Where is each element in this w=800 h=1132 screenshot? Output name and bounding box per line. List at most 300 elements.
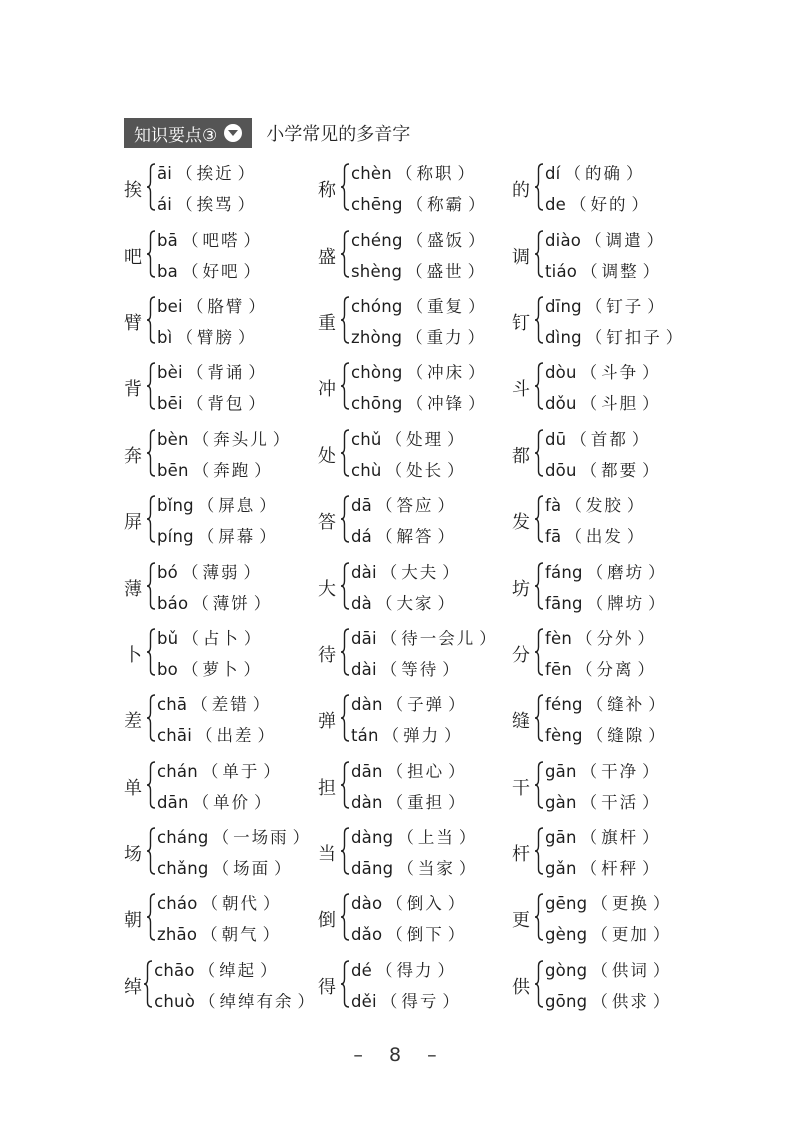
example-word: 出发: [585, 527, 623, 547]
example-word: 发胶: [585, 496, 623, 516]
polyphone-entry: [124, 289, 318, 355]
example-word: 背包: [207, 394, 245, 414]
pinyin: chuò: [154, 991, 195, 1011]
pinyin: báo: [157, 593, 189, 613]
reading-line: [545, 322, 686, 353]
paren-open: （: [380, 628, 398, 648]
pinyin: gān: [545, 828, 577, 848]
paren-open: （: [406, 230, 424, 250]
example-word: 待一会儿: [401, 628, 476, 648]
paren-open: （: [581, 261, 598, 281]
polyphone-entry: [318, 222, 512, 288]
reading-list: [157, 689, 278, 751]
paren-close: ）: [448, 792, 465, 812]
polyphone-entry: [124, 156, 318, 222]
polyphone-entry: [512, 422, 706, 488]
brace-icon: [534, 429, 544, 481]
pinyin: chóng: [351, 296, 403, 316]
reading-list: [351, 822, 479, 884]
entry-character: 倒: [318, 910, 336, 932]
entry-character: 答: [318, 512, 336, 534]
entry-character: 盛: [318, 246, 336, 268]
example-word: 倒下: [406, 925, 444, 945]
reading-line: [157, 256, 264, 287]
example-word: 萝卜: [202, 659, 240, 679]
entry-character: 缝: [512, 711, 530, 733]
paren-close: ）: [468, 195, 485, 215]
reading-line: [157, 557, 274, 588]
pinyin: gèng: [545, 925, 588, 945]
pinyin: dōu: [545, 460, 577, 480]
paren-close: ）: [437, 496, 454, 516]
reading-line: [545, 521, 647, 552]
pinyin: de: [545, 195, 567, 215]
example-word: 牌坊: [607, 593, 645, 613]
reading-line: [351, 424, 468, 455]
brace-icon: [146, 429, 156, 481]
pinyin: dàng: [351, 828, 394, 848]
paren-open: （: [198, 960, 216, 980]
pinyin: ba: [157, 261, 178, 281]
entry-character: 大: [318, 578, 336, 600]
reading-line: [157, 357, 269, 388]
paren-open: （: [591, 991, 608, 1011]
paren-close: ）: [642, 761, 659, 781]
paren-open: （: [186, 296, 204, 316]
reading-line: [545, 986, 673, 1017]
brace-icon: [340, 827, 350, 879]
example-word: 得力: [396, 960, 434, 980]
reading-line: [545, 853, 663, 884]
reading-line: [351, 256, 489, 287]
polyphone-entry: [512, 754, 706, 820]
paren-close: ）: [262, 925, 280, 945]
paren-close: ）: [642, 460, 659, 480]
example-word: 得亏: [401, 991, 439, 1011]
brace-icon: [340, 362, 350, 414]
paren-close: ）: [248, 363, 265, 383]
pinyin: bo: [157, 659, 178, 679]
polyphone-entry: [318, 687, 512, 753]
example-word: 屏幕: [218, 527, 256, 547]
brace-icon: [340, 628, 350, 680]
example-word: 重担: [407, 792, 445, 812]
pinyin: bó: [157, 562, 178, 582]
paren-open: （: [406, 394, 424, 414]
example-word: 斗争: [601, 363, 639, 383]
reading-line: [157, 158, 258, 189]
paren-close: ）: [248, 296, 265, 316]
paren-close: ）: [631, 429, 649, 449]
reading-list: [157, 756, 284, 818]
entry-character: 供: [512, 976, 530, 998]
paren-open: （: [192, 593, 209, 613]
paren-open: （: [201, 894, 219, 914]
reading-line: [157, 756, 284, 787]
paren-close: ）: [243, 230, 260, 250]
paren-open: （: [397, 828, 414, 848]
reading-line: [157, 588, 274, 619]
entry-character: 钉: [512, 312, 530, 334]
paren-open: （: [386, 894, 403, 914]
reading-line: [157, 654, 264, 685]
paren-open: （: [395, 164, 413, 184]
polyphone-entry: [124, 687, 318, 753]
paren-close: ）: [625, 164, 643, 184]
paren-open: （: [585, 296, 603, 316]
paren-open: （: [196, 726, 213, 746]
brace-icon: [534, 296, 544, 348]
reading-line: [545, 588, 669, 619]
paren-open: （: [580, 761, 598, 781]
brace-icon: [340, 163, 350, 215]
polyphone-entry: [512, 687, 706, 753]
polyphone-entry: [318, 355, 512, 421]
paren-close: ）: [243, 562, 260, 582]
pinyin: diào: [545, 230, 582, 250]
reading-line: [545, 357, 663, 388]
reading-line: [351, 853, 479, 884]
paren-close: ）: [447, 925, 465, 945]
paren-open: （: [586, 695, 604, 715]
pinyin: bǔ: [157, 628, 179, 648]
reading-list: [157, 357, 269, 419]
example-word: 供求: [611, 991, 649, 1011]
brace-icon: [534, 694, 544, 746]
paren-open: （: [406, 296, 424, 316]
paren-open: （: [576, 659, 593, 679]
pinyin: dài: [351, 659, 377, 679]
example-word: 更加: [611, 925, 649, 945]
example-word: 单于: [222, 761, 260, 781]
example-word: 首都: [590, 429, 628, 449]
paren-open: （: [586, 593, 604, 613]
entry-character: 坊: [512, 578, 530, 600]
paren-close: ）: [243, 261, 260, 281]
reading-line: [351, 955, 463, 986]
pinyin: dāng: [351, 859, 394, 879]
paren-close: ）: [448, 695, 465, 715]
entry-character: 称: [318, 180, 336, 202]
paren-close: ）: [642, 261, 660, 281]
pinyin: chēng: [351, 195, 403, 215]
entry-character: 当: [318, 844, 336, 866]
polyphone-entry: [124, 820, 318, 886]
paren-close: ）: [637, 628, 655, 648]
paren-open: （: [580, 859, 598, 879]
entry-character: 弹: [318, 711, 336, 733]
reading-list: [157, 158, 258, 220]
entry-character: 担: [318, 777, 336, 799]
paren-close: ）: [457, 164, 474, 184]
polyphone-entry: [318, 554, 512, 620]
paren-close: ）: [254, 460, 271, 480]
example-word: 重力: [426, 327, 464, 347]
reading-line: [351, 455, 468, 486]
reading-line: [351, 158, 489, 189]
paren-close: ）: [652, 960, 670, 980]
example-word: 担心: [407, 761, 445, 781]
reading-line: [351, 623, 500, 654]
entry-character: 冲: [318, 379, 336, 401]
polyphone-entry: [124, 953, 318, 1019]
paren-open: （: [586, 562, 604, 582]
entry-character: 朝: [124, 910, 142, 932]
reading-line: [351, 388, 489, 419]
reading-list: [545, 955, 673, 1017]
reading-line: [351, 689, 469, 720]
example-word: 调整: [601, 261, 639, 281]
paren-close: ）: [467, 327, 485, 347]
example-word: 磨坊: [607, 562, 645, 582]
pinyin: chā: [157, 695, 188, 715]
reading-line: [545, 256, 667, 287]
pinyin: féng: [545, 695, 583, 715]
reading-list: [351, 158, 489, 220]
example-word: 干活: [601, 792, 639, 812]
example-word: 屏息: [218, 496, 256, 516]
pinyin: gòng: [545, 960, 588, 980]
pinyin: dā: [351, 496, 372, 516]
reading-list: [545, 225, 667, 287]
example-word: 朝代: [222, 894, 260, 914]
entry-character: 卜: [124, 644, 142, 666]
section-tag-label: 知识要点③: [134, 125, 218, 146]
paren-close: ）: [248, 394, 265, 414]
paren-open: （: [192, 792, 210, 812]
entry-character: 重: [318, 312, 336, 334]
reading-line: [545, 888, 673, 919]
polyphone-entry: [512, 953, 706, 1019]
reading-list: [157, 822, 313, 884]
reading-line: [545, 720, 669, 751]
pinyin: dí: [545, 164, 561, 184]
reading-line: [545, 424, 663, 455]
pinyin: fēn: [545, 659, 573, 679]
polyphone-entry: [124, 355, 318, 421]
pinyin: tiáo: [545, 261, 578, 281]
polyphone-entry: [512, 156, 706, 222]
example-word: 供词: [611, 960, 649, 980]
reading-line: [157, 623, 264, 654]
paren-open: （: [406, 363, 424, 383]
pinyin: dān: [351, 761, 383, 781]
pinyin: bèn: [157, 429, 189, 449]
example-word: 臂膀: [196, 327, 234, 347]
reading-list: [351, 424, 468, 486]
example-word: 占卜: [202, 628, 240, 648]
polyphone-entry: [512, 554, 706, 620]
paren-open: （: [585, 230, 602, 250]
pinyin: píng: [157, 527, 194, 547]
example-word: 冲床: [427, 363, 465, 383]
reading-line: [351, 557, 463, 588]
entry-character: 得: [318, 976, 336, 998]
entry-character: 斗: [512, 379, 530, 401]
paren-open: （: [186, 394, 204, 414]
pinyin: gàn: [545, 792, 577, 812]
example-word: 单价: [213, 792, 251, 812]
reading-list: [545, 623, 658, 685]
brace-icon: [340, 296, 350, 348]
reading-list: [351, 689, 469, 751]
example-word: 钉子: [606, 296, 644, 316]
paren-close: ）: [252, 695, 270, 715]
reading-list: [545, 888, 673, 950]
polyphone-entry: [124, 554, 318, 620]
entry-character: 都: [512, 445, 530, 467]
example-word: 分离: [596, 659, 634, 679]
reading-line: [157, 225, 264, 256]
entry-character: 奔: [124, 445, 142, 467]
pinyin: bei: [157, 296, 183, 316]
example-word: 都要: [601, 460, 639, 480]
entry-character: 吧: [124, 246, 142, 268]
entry-character: 发: [512, 512, 530, 534]
reading-line: [545, 955, 673, 986]
pinyin: dào: [351, 894, 383, 914]
paren-close: ）: [646, 230, 664, 250]
entry-character: 差: [124, 711, 142, 733]
paren-close: ）: [442, 659, 459, 679]
paren-open: （: [212, 859, 230, 879]
brace-icon: [340, 694, 350, 746]
reading-list: [545, 158, 652, 220]
example-word: 薄弱: [202, 562, 240, 582]
pinyin: gān: [545, 761, 577, 781]
example-word: 钉扣子: [606, 327, 662, 347]
paren-close: ）: [458, 828, 476, 848]
paren-close: ）: [243, 628, 261, 648]
paren-close: ）: [263, 761, 280, 781]
pinyin: bèi: [157, 363, 183, 383]
paren-open: （: [191, 695, 208, 715]
pinyin: ái: [157, 195, 173, 215]
paren-open: （: [591, 960, 608, 980]
paren-close: ）: [652, 991, 670, 1011]
brace-icon: [534, 960, 544, 1012]
reading-list: [545, 291, 686, 353]
paren-open: （: [386, 761, 404, 781]
pinyin: fāng: [545, 593, 583, 613]
paren-open: （: [192, 429, 210, 449]
reading-list: [351, 623, 500, 685]
pinyin: gōng: [545, 991, 588, 1011]
paren-close: ）: [468, 230, 485, 250]
entry-character: 单: [124, 777, 142, 799]
example-word: 解答: [396, 527, 434, 547]
polyphone-entry: [512, 820, 706, 886]
paren-open: （: [197, 527, 215, 547]
example-word: 旗杆: [601, 828, 639, 848]
reading-line: [351, 888, 468, 919]
example-word: 出差: [216, 726, 254, 746]
reading-list: [351, 225, 489, 287]
chevron-down-circle-icon: [224, 124, 242, 142]
reading-line: [545, 158, 652, 189]
paren-close: ）: [442, 562, 459, 582]
reading-list: [154, 955, 318, 1017]
paren-open: （: [386, 792, 404, 812]
polyphone-entry: [124, 886, 318, 952]
paren-close: ）: [437, 527, 454, 547]
pinyin: fèn: [545, 628, 573, 648]
pinyin: chán: [157, 761, 198, 781]
polyphone-entry: [318, 820, 512, 886]
pinyin: dū: [545, 429, 567, 449]
reading-line: [545, 822, 663, 853]
paren-open: （: [385, 429, 403, 449]
pinyin: dá: [351, 527, 372, 547]
pinyin: chèn: [351, 164, 392, 184]
polyphone-entry: [318, 953, 512, 1019]
reading-list: [545, 756, 663, 818]
example-word: 背诵: [207, 363, 245, 383]
paren-close: ）: [648, 726, 665, 746]
pinyin: fáng: [545, 562, 583, 582]
pinyin: chōng: [351, 394, 403, 414]
reading-line: [351, 225, 489, 256]
paren-close: ）: [642, 363, 659, 383]
example-word: 盛饭: [427, 230, 465, 250]
pinyin: dài: [351, 562, 377, 582]
paren-open: （: [199, 991, 216, 1011]
example-word: 绰绰有余: [219, 991, 294, 1011]
reading-list: [351, 888, 468, 950]
pinyin: zhāo: [157, 925, 198, 945]
paren-close: ）: [648, 593, 665, 613]
reading-line: [545, 919, 673, 950]
reading-list: [157, 623, 264, 685]
polyphone-entry: [124, 222, 318, 288]
paren-open: （: [580, 460, 598, 480]
paren-close: ）: [447, 460, 464, 480]
pinyin: chǔ: [351, 429, 382, 449]
reading-line: [545, 623, 658, 654]
reading-list: [545, 424, 663, 486]
brace-icon: [340, 893, 350, 945]
brace-icon: [534, 761, 544, 813]
polyphone-entry: [124, 621, 318, 687]
brace-icon: [146, 694, 156, 746]
example-word: 弹力: [403, 726, 441, 746]
reading-line: [545, 689, 669, 720]
paren-open: （: [585, 327, 603, 347]
pinyin: shèng: [351, 261, 403, 281]
reading-line: [351, 291, 489, 322]
paren-open: （: [201, 925, 218, 945]
paren-open: （: [406, 327, 423, 347]
example-word: 杆秤: [601, 859, 639, 879]
paren-close: ）: [444, 726, 461, 746]
pinyin: bēn: [157, 460, 189, 480]
entry-character: 干: [512, 777, 530, 799]
reading-line: [157, 322, 269, 353]
example-word: 上当: [417, 828, 455, 848]
reading-line: [351, 756, 469, 787]
example-word: 好吧: [202, 261, 240, 281]
pinyin: fā: [545, 527, 562, 547]
paren-open: （: [186, 363, 204, 383]
paren-close: ）: [652, 925, 670, 945]
polyphone-entry: [512, 488, 706, 554]
paren-close: ）: [237, 195, 255, 215]
entry-character: 的: [512, 180, 530, 202]
example-word: 重复: [427, 296, 465, 316]
pinyin: dàn: [351, 695, 383, 715]
reading-list: [545, 689, 669, 751]
example-word: 当家: [417, 859, 455, 879]
